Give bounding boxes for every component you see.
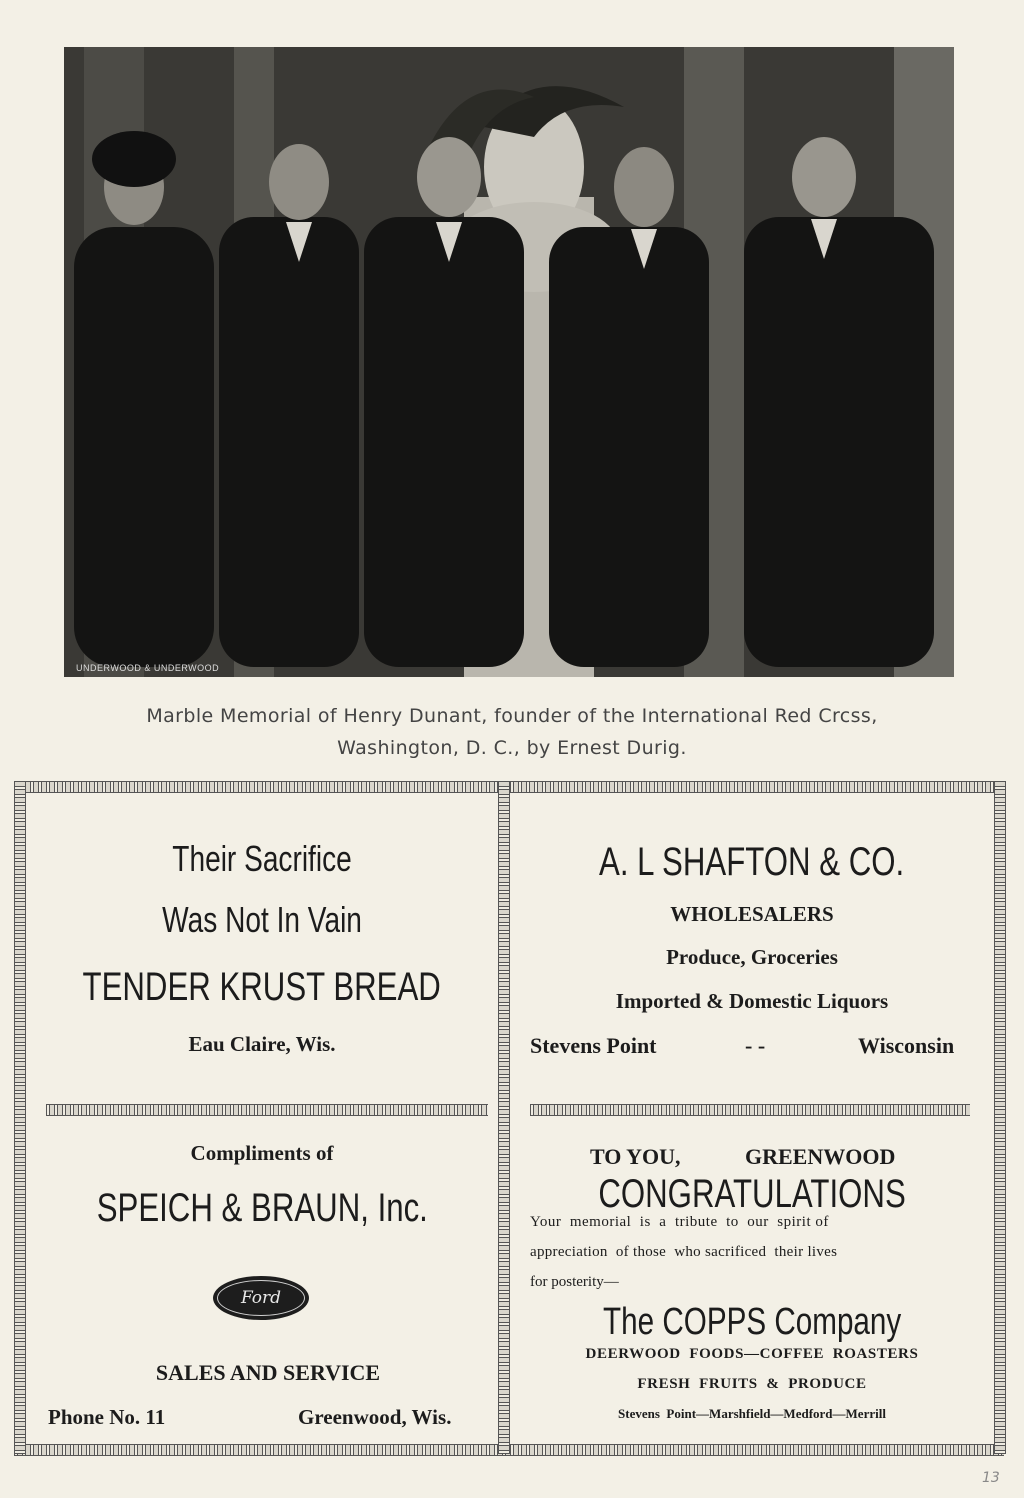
copps-name: The COPPS Company [602, 1301, 902, 1343]
shafton-ad-dash: - - [745, 1033, 766, 1058]
copps-heading-right: GREENWOOD [745, 1144, 896, 1169]
photo-illustration [64, 47, 954, 677]
copps-line1: DEERWOOD FOODS—COFFEE ROASTERS [585, 1346, 919, 1362]
right-mid-border [530, 1104, 970, 1116]
page-number: 13 [982, 1470, 1000, 1486]
right-border [994, 781, 1006, 1454]
copps-congrats: CONGRATULATIONS [598, 1172, 906, 1216]
copps-heading-left: TO YOU, [590, 1144, 681, 1169]
speich-ad-name: SPEICH & BRAUN, Inc. [96, 1186, 428, 1230]
speich-ad-phone: Phone No. 11 [48, 1405, 166, 1429]
caption-line-1: Marble Memorial of Henry Dunant, founder of the International Red Crcss, [146, 705, 878, 727]
copps-line3: Stevens Point—Marshfield—Medford—Merrill [618, 1406, 886, 1421]
copps-line2: FRESH FRUITS & PRODUCE [637, 1376, 867, 1392]
left-mid-border [46, 1104, 488, 1116]
bread-ad-line2: Was Not In Vain [162, 899, 362, 940]
ford-logo-text: Ford [217, 1280, 305, 1316]
caption-line-2: Washington, D. C., by Ernest Durig. [337, 737, 687, 759]
left-border [14, 781, 26, 1454]
bread-ad-brand: TENDER KRUST BREAD [82, 965, 442, 1009]
shafton-ad-state: Wisconsin [858, 1033, 955, 1058]
ford-logo [213, 1276, 309, 1320]
bread-ad-line1: Their Sacrifice [172, 838, 352, 879]
shafton-ad-line3: Imported & Domestic Liquors [615, 989, 889, 1013]
shafton-ad-line1: WHOLESALERS [670, 902, 834, 926]
memorial-photo [64, 47, 954, 677]
bread-ad-location: Eau Claire, Wis. [188, 1032, 336, 1056]
shafton-ad-city: Stevens Point [530, 1033, 657, 1058]
copps-body-line1: Your memorial is a tribute to our spirit of [530, 1214, 829, 1230]
copps-body-line2: appreciation of those who sacrificed their lives [530, 1244, 838, 1260]
speich-ad-services: SALES AND SERVICE [155, 1360, 381, 1385]
center-divider [498, 781, 510, 1454]
speich-ad-city: Greenwood, Wis. [298, 1405, 452, 1429]
shafton-ad-line2: Produce, Groceries [666, 945, 838, 969]
copps-body-line3: for posterity— [530, 1274, 619, 1290]
speich-ad-intro: Compliments of [190, 1141, 334, 1165]
shafton-ad-name: A. L SHAFTON & CO. [599, 840, 905, 884]
photo-credit: UNDERWOOD & UNDERWOOD [76, 663, 220, 673]
